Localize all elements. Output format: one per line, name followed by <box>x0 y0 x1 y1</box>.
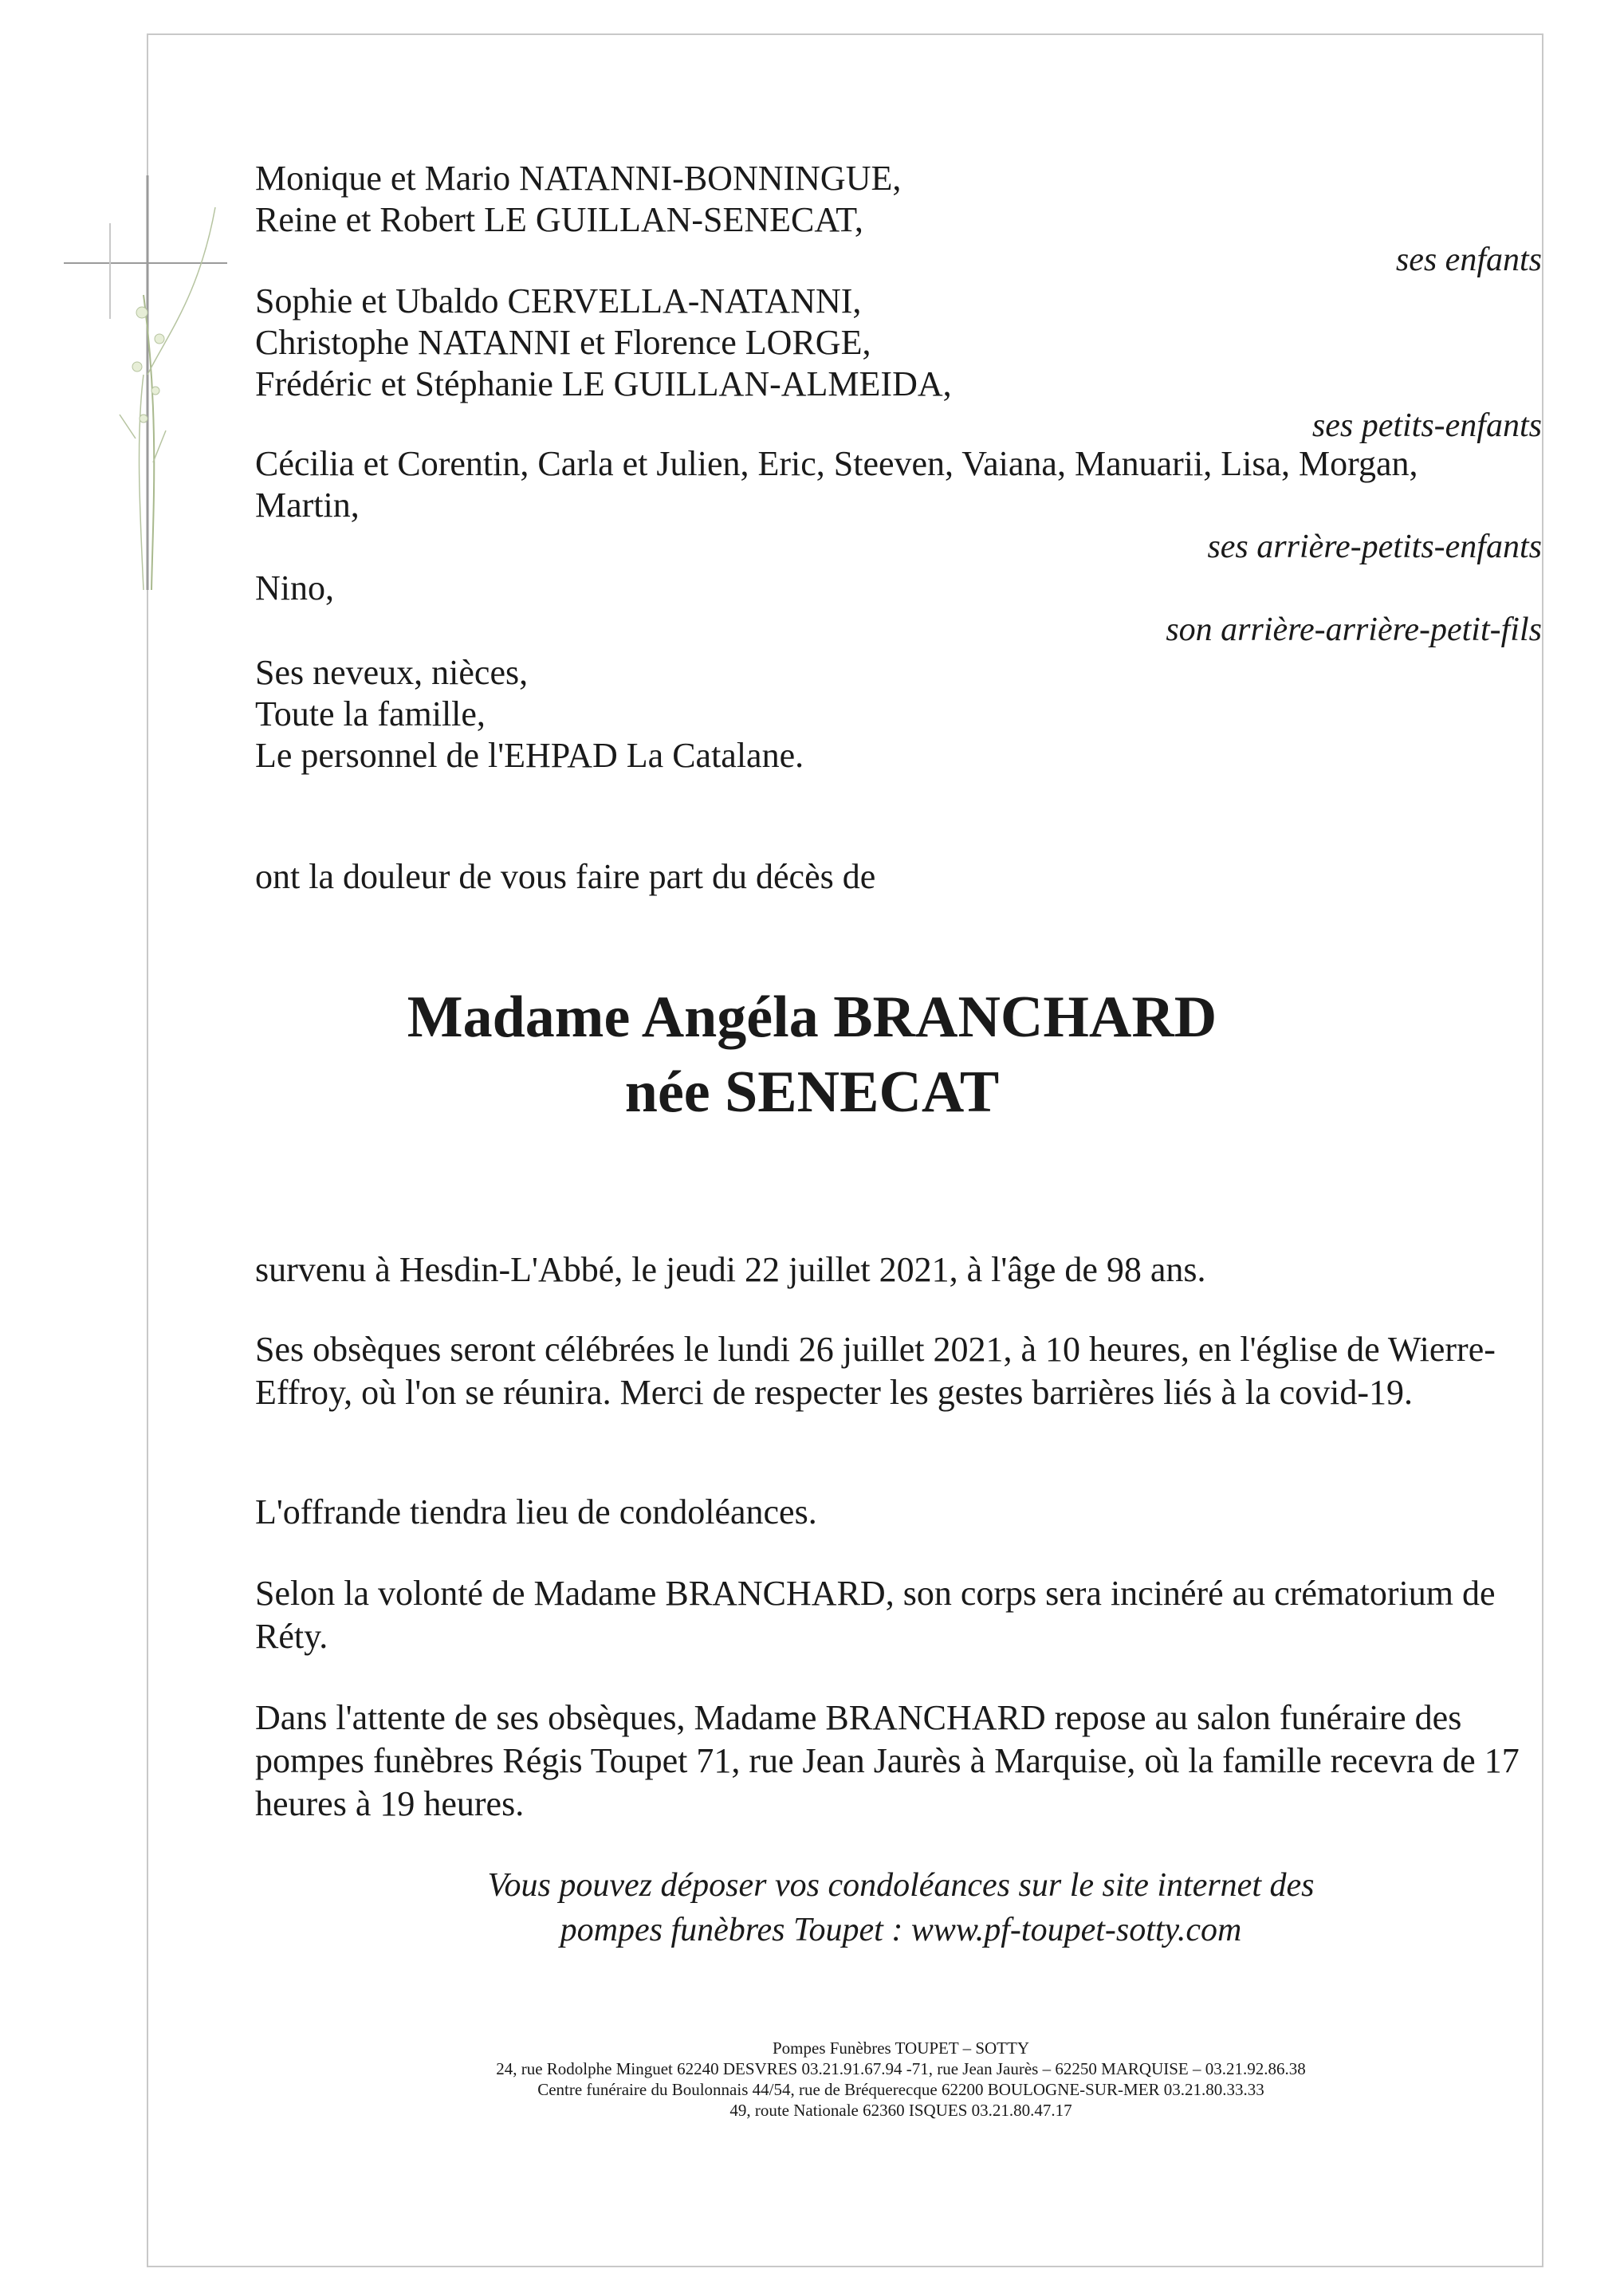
relation-label: ses arrière-petits-enfants <box>1207 529 1542 565</box>
family-line: Ses neveux, nièces, <box>255 653 529 692</box>
footer-line: 49, route Nationale 62360 ISQUES 03.21.80.47.17 <box>729 2101 1072 2120</box>
relation-label: ses petits-enfants <box>1311 407 1542 444</box>
family-line: Martin, <box>255 486 360 525</box>
family-line: Nino, <box>255 568 334 607</box>
offering-paragraph: L'offrande tiendra lieu de condoléances. <box>255 1492 817 1531</box>
relation-label: ses enfants <box>1395 242 1542 278</box>
family-line: Frédéric et Stéphanie LE GUILLAN-ALMEIDA, <box>255 364 952 403</box>
family-line: Cécilia et Corentin, Carla et Julien, Eric, Steeven, Vaiana, Manuarii, Lisa, Morgan, <box>255 444 1418 483</box>
death-details-paragraph: survenu à Hesdin-L'Abbé, le jeudi 22 juillet 2021, à l'âge de 98 ans. <box>255 1250 1206 1289</box>
cremation-paragraph: Selon la volonté de Madame BRANCHARD, son corps sera incinéré au crématorium de Réty. <box>255 1574 1496 1656</box>
deceased-name: Madame Angéla BRANCHARD <box>407 985 1217 1050</box>
viewing-paragraph: Dans l'attente de ses obsèques, Madame BRANCHARD repose au salon funéraire des pompes funèbres Régis Toupet 71, rue Jean Jaurès à Marquise, où la famille recevra de 17 heures à 19 heures. <box>255 1698 1520 1823</box>
family-line: Reine et Robert LE GUILLAN-SENECAT, <box>255 200 863 239</box>
family-line: Sophie et Ubaldo CERVELLA-NATANNI, <box>255 281 862 320</box>
family-line: Monique et Mario NATANNI-BONNINGUE, <box>255 159 902 198</box>
footer-line: Centre funéraire du Boulonnais 44/54, rue de Bréquerecque 62200 BOULOGNE-SUR-MER 03.21.80.33.33 <box>537 2080 1264 2099</box>
condolences-line: Vous pouvez déposer vos condoléances sur le site internet des <box>487 1867 1315 1904</box>
family-line: Christophe NATANNI et Florence LORGE, <box>255 323 871 362</box>
footer-line: Pompes Funèbres TOUPET – SOTTY <box>772 2038 1029 2058</box>
family-line: Le personnel de l'EHPAD La Catalane. <box>255 736 804 775</box>
cross-flower-decoration-icon <box>64 175 239 590</box>
relation-label: son arrière-arrière-petit-fils <box>1166 611 1542 648</box>
funeral-paragraph: Ses obsèques seront célébrées le lundi 26 juillet 2021, à 10 heures, en l'église de Wierre-Effroy, où l'on se réunira. Merci de respecter les gestes barrières liés à la covid-19. <box>255 1330 1496 1412</box>
footer-line: 24, rue Rodolphe Minguet 62240 DESVRES 03.21.91.67.94 -71, rue Jean Jaurès – 62250 MARQUISE – 03.21.92.86.38 <box>496 2059 1306 2078</box>
family-line: Toute la famille, <box>255 694 486 733</box>
condolences-line: pompes funèbres Toupet : www.pf-toupet-sotty.com <box>560 1912 1242 1948</box>
announcement-text: ont la douleur de vous faire part du décès de <box>255 857 876 896</box>
deceased-maiden-name: née SENECAT <box>624 1060 1000 1125</box>
